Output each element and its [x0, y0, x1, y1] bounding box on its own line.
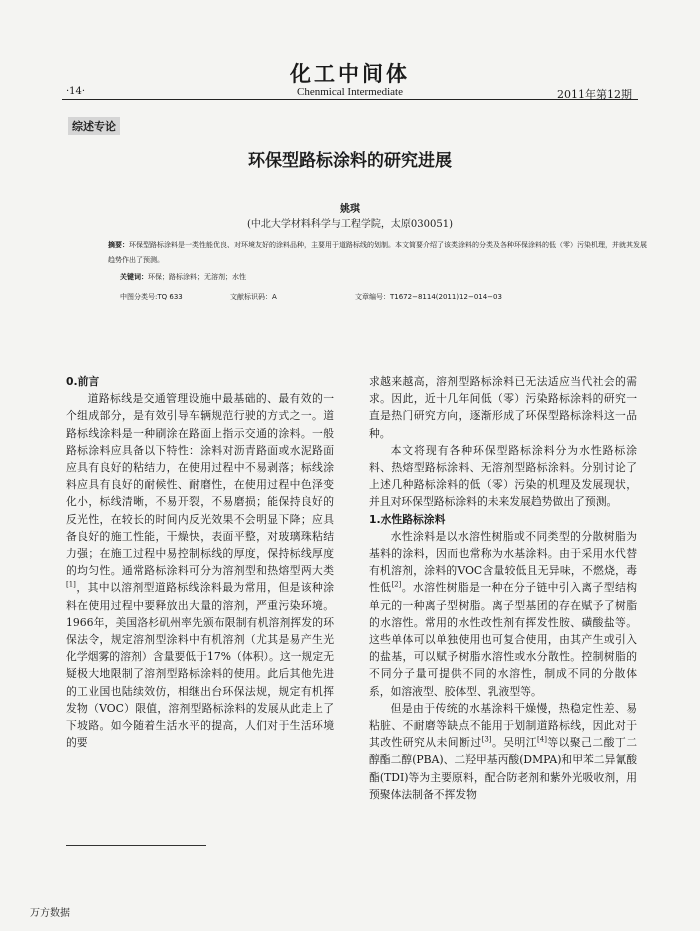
- issue-label: 2011年第12期: [557, 88, 632, 101]
- page-number: ·14·: [66, 86, 86, 97]
- keywords: [120, 272, 246, 282]
- article-title: 环保型路标涂料的研究进展: [248, 151, 452, 171]
- article-number: 文章编号：T1672−8114(2011)12−014−03: [355, 293, 502, 301]
- abstract-text: 环保型路标涂料是一类性能优良、对环境友好的涂料品种，主要用于道路标线的划制。本文简要介绍了该类涂料的分类及各种环保涂料的低（零）污染机理，并就其发展趋势作出了预测。: [108, 241, 647, 264]
- document-code: 文献标识码：A: [230, 293, 277, 301]
- class-number: 中图分类号:TQ 633: [120, 293, 183, 301]
- footnote-rule: [66, 845, 206, 846]
- watermark: 万方数据: [30, 908, 70, 919]
- citation: [1]: [66, 580, 76, 589]
- keywords-text: 环保；路标涂料；无溶剂；水性: [148, 273, 246, 281]
- journal-english-title: Chenmical Intermediate: [297, 86, 403, 98]
- paragraph-text: 。吴明江: [491, 736, 538, 750]
- section-tag: 综述专论: [68, 117, 120, 135]
- classification-line: [120, 292, 640, 304]
- paragraph: 求越来越高，溶剂型路标涂料已无法适应当代社会的需求。因此，近十几年间低（零）污染路标涂料的研究一直是热门研究方向，逐渐形成了环保型路标涂料这一品种。: [369, 375, 637, 440]
- paragraph-text: 。水溶性树脂是一种在分子链中引入离子型结构单元的一种离子型树脂。离子型基团的存在赋予了树脂的水溶性。常用的水性改性剂有挥发性胺、磺酸盐等。这些单体可以单独使用也可复合使用，由其产生或引入的盐基，可以赋予树脂水溶性或水分散性。控制树脂的不同分子量可提供不同的水溶性，制成不同的分散体系，如溶液型、胶体型、乳液型等。: [369, 581, 638, 698]
- section-heading: 0.前言: [66, 375, 100, 388]
- citation: [4]: [537, 735, 547, 744]
- paragraph-text: 但是由于传统的水基涂料干燥慢，热稳定性差、易粘脏、不耐磨等缺点不能用于划制道路标线，因此对于其改性研究从未间断过: [369, 701, 637, 750]
- author: 姚琪: [340, 204, 360, 215]
- paragraph-text: 道路标线是交通管理设施中最基础的、最有效的一个组成部分，是有效引导车辆规范行驶的方式之一。道路标线涂料是一种刷涂在路面上指示交通的涂料。一般路标涂料应具备以下特性：涂料对沥青路面或水泥路面应具有良好的粘结力，在使用过程中不易剥落；标线涂料应具有良好的耐候性、耐磨性，在使用过程中色泽变化小，标线清晰，不易开裂，不易磨损；能保持良好的反光性，在较长的时间内反光效果不会明显下降；应具备良好的施工性能，干燥快，表面平整，对玻璃珠粘结力强；在施工过程中易控制标线的厚度，保持标线厚度的均匀性。通常路标涂料可分为溶剂型和热熔型两大类: [66, 392, 334, 578]
- paragraph-text: ，其中以溶剂型道路标线涂料最为常用，但是该种涂料在使用过程中要释放出大量的溶剂，严重污染环境。1966年，美国洛杉矶州率先颁布限制有机溶剂挥发的环保法令，规定溶剂型涂料中有机溶剂（尤其是易产生光化学烟雾的溶剂）含量要低于17%（体积）。这一规定无疑极大地限制了溶剂型路标涂料的使用。此后其他先进的工业国也陆续效仿，相继出台环保法规，规定有机挥发物（VOC）限值，溶剂型路标涂料的发展从此走上了下坡路。如今随着生活水平的提高，人们对于生活环境的要: [66, 581, 334, 750]
- keywords-label: 关键词：: [120, 273, 148, 281]
- paragraph-text: 水性涂料是以水溶性树脂或不同类型的分散树脂为基料的涂料，因而也常称为水基涂料。由于采用水代替有机溶剂，涂料的VOC含量较低且无异味，不燃烧，毒性低: [369, 529, 637, 595]
- affiliation: (中北大学材料科学与工程学院，太原030051): [247, 219, 453, 230]
- body-column-left: [66, 373, 334, 751]
- citation: [3]: [481, 735, 492, 744]
- paragraph: [369, 700, 637, 803]
- header-rule: [62, 99, 638, 100]
- paragraph-text: 等以聚己二酸丁二醇酯二醇(PBA)、二羟甲基丙酸(DMPA)和甲苯二异氰酸酯(TDI)等为主要原料，配合防老剂和紫外光吸收剂，用预聚体法制备不挥发物: [369, 736, 638, 801]
- abstract-label: 摘要：: [108, 241, 129, 249]
- paragraph: [66, 390, 334, 751]
- paragraph: 本文将现有各种环保型路标涂料分为水性路标涂料、热熔型路标涂料、无溶剂型路标涂料。分别讨论了上述几种路标涂料的低（零）污染的机理及发展现状，并且对环保型路标涂料的未来发展趋势做出了预测。: [369, 443, 637, 509]
- citation: [2]: [391, 580, 402, 589]
- abstract: [108, 238, 648, 268]
- body-column-right: [369, 373, 637, 803]
- section-heading: 1.水性路标涂料: [369, 512, 446, 526]
- paragraph: [369, 528, 637, 700]
- journal-title: 化工中间体: [290, 61, 410, 86]
